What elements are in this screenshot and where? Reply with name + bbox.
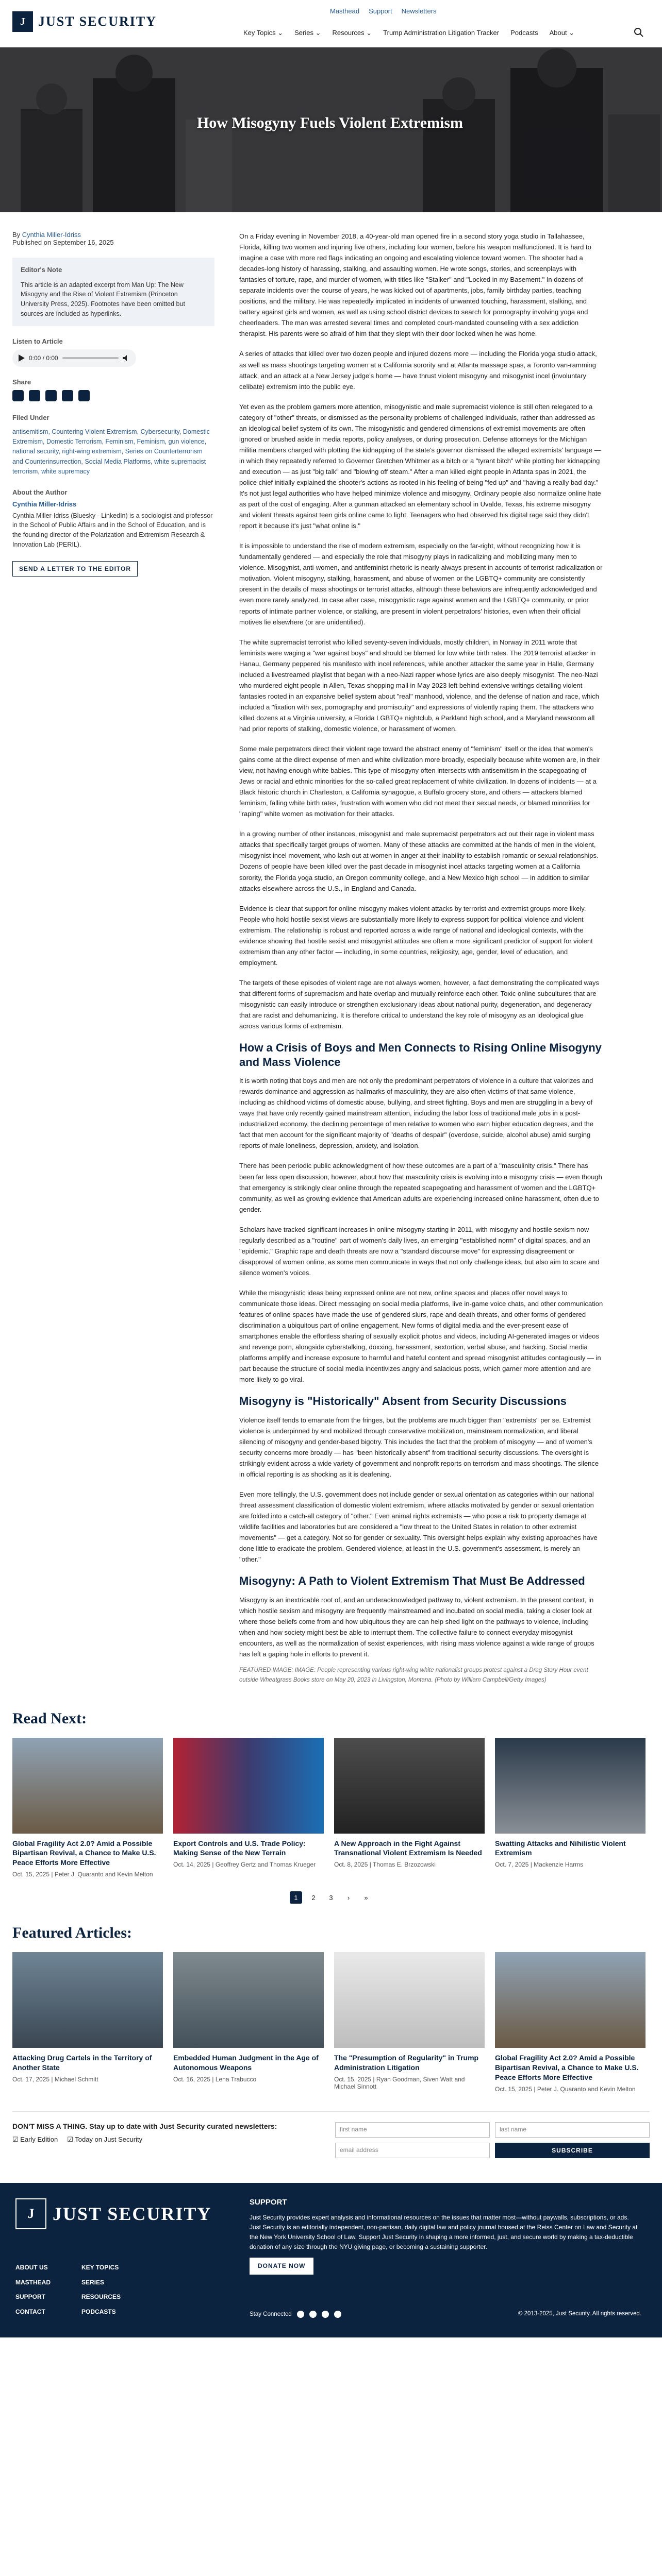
about-author-bio: Cynthia Miller-Idriss (Bluesky - LinkedIn) is a sociologist and professor in the School of Public Affairs and in the School of Education, and is the founding director of the Polarization and Extremism Research & Innovation Lab (PERIL). [12, 512, 213, 548]
share-heading: Share [12, 378, 31, 386]
site-header [0, 0, 662, 47]
image-caption: FEATURED IMAGE: IMAGE: People representing various right-wing white nationalist groups protest against a Drag Story Hour event outside Wheatgrass Books store on May 20, 2023 in Livingston, Montana. (Photo by William Campbell/Getty Images) [239, 1667, 588, 1683]
donate-button[interactable]: DONATE NOW [250, 2258, 313, 2275]
footer-logo-mark: J [15, 2198, 46, 2229]
featured-card[interactable] [495, 1952, 646, 2093]
share-email-icon[interactable] [62, 390, 73, 401]
audio-time: 0:00 / 0:00 [29, 354, 58, 362]
card-meta: Oct. 15, 2025 | Peter J. Quaranto and Kevin Melton [495, 2085, 636, 2093]
card-title[interactable]: A New Approach in the Fight Against Transnational Violent Extremism Is Needed [334, 1839, 482, 1857]
audio-player[interactable] [12, 349, 136, 367]
site-footer [0, 2183, 662, 2337]
footer-link-resources[interactable]: RESOURCES [81, 2293, 121, 2301]
early-edition-checkbox[interactable]: ☑ Early Edition [12, 2135, 58, 2143]
about-author-name[interactable]: Cynthia Miller-Idriss [12, 500, 77, 508]
featured-card[interactable] [173, 1952, 324, 2093]
footer-support [250, 2196, 641, 2275]
listen-section [12, 337, 214, 367]
article-paragraph: Evidence is clear that support for online misogyny makes violent attacks by terrorist and extremist groups more likely. People who hold hostile sexist views are substantially more likely to express support for political violence and violent extremism. The relationship is robust and reported across a wide range of national and ideological contexts, with the evidence showing that hostile sexist and misogynist attitudes are often a more significant predictor of support for violent extremism than any other factor — including, in some countries, religiosity, age, gender, level of education, and employment. [239, 904, 593, 967]
card-thumbnail[interactable] [334, 1952, 485, 2048]
card-meta: Oct. 14, 2025 | Geoffrey Gertz and Thomas Krueger [173, 1861, 316, 1869]
article-paragraph: A series of attacks that killed over two dozen people and injured dozens more — including the Florida yoga studio attack, as well as mass shootings targeting women at a California sorority and at Atlanta massage spas, a Toronto van-ramming attack, and an attack at a New Jersey judge's home — have thrust violent misogyny and misogynist incel (involuntary celibate) extremism into the public eye. [239, 350, 597, 391]
social-linkedin-icon[interactable] [322, 2311, 329, 2318]
read-next-title: Read Next: [12, 1709, 87, 1727]
card-thumbnail[interactable] [173, 1952, 324, 2048]
article-sidebar [0, 212, 227, 1694]
listen-heading: Listen to Article [12, 337, 63, 345]
filed-tags[interactable]: antisemitism, Countering Violent Extremism, Cybersecurity, Domestic Extremism, Domestic Terrorism, Feminism, Feminism, gun violence, national security, right-wing extremism, Series on Counterterrorism and Counterinsurrection, Social Media Platforms, white supremacist terrorism, white supremacy [12, 428, 210, 476]
nav-podcasts[interactable]: Podcasts [510, 29, 538, 37]
article-paragraph: Misogyny is an inextricable root of, and an underacknowledged pathway to, violent extremism. In the present context, in which hostile sexism and misogyny are frequently mainstreamed and incubated on social media, taking a closer look at where those beliefs come from and how ubiquitous they are can help shed light on the pathways to violence, including when and how society might best be able to interrupt them. The collective failure to connect everyday misogynist encounters, as well as the normalization of sexist experiences, with rising mass violence against a wide range of groups has left a gaping hole in efforts to prevent it. [239, 1596, 594, 1658]
article-title: How Misogyny Fuels Violent Extremism [196, 114, 464, 131]
article-layout [0, 212, 662, 1694]
top-link-support[interactable]: Support [369, 7, 392, 15]
about-author [12, 488, 214, 550]
nav-key-topics[interactable]: Key Topics ⌄ [243, 29, 284, 37]
card-thumbnail[interactable] [334, 1738, 485, 1834]
card-title[interactable]: Global Fragility Act 2.0? Amid a Possible Bipartisan Revival, a Chance to Make U.S. Peace Efforts More Effective [12, 1839, 156, 1867]
footer-logo[interactable] [15, 2198, 211, 2229]
top-link-newsletters[interactable]: Newsletters [401, 7, 437, 15]
author-link[interactable]: Cynthia Miller-Idriss [22, 231, 81, 239]
filed-heading: Filed Under [12, 413, 49, 421]
top-link-masthead[interactable]: Masthead [330, 7, 360, 15]
article-paragraph: The targets of these episodes of violent rage are not always women, however, a fact demonstrating the complicated ways that different forms of supremacism and hate overlap and mutually reinforce each other. Toxic online subcultures that are misogynistic can easily introduce or strengthen exclusionary ideas about national purity, degeneration, and degeneracy that are racist and dehumanizing. It is therefore critical to understand the key role of misogyny as an ideological glue across various forms of extremism. [239, 978, 600, 1030]
card-title[interactable]: Swatting Attacks and Nihilistic Violent Extremism [495, 1839, 626, 1857]
article-paragraph: Violence itself tends to emanate from the fringes, but the problems are much bigger than "extremists" per se. Extremist violence is underpinned by and mobilized through conservative mobilization, mainstream normalization, and liberal silencing of misogyny and gender-based bigotry. This includes the fact that the problem of misogyny — and of women's security concerns more broadly — has "been historically absent" from traditional security discussions. The oversight is strikingly evident across a wide variety of government and nonprofit reports on terrorism and mass shootings. The silence in official reporting is as shocking as it is deafening. [239, 1416, 599, 1479]
card-thumbnail[interactable] [12, 1952, 163, 2048]
article-paragraph: It is impossible to understand the rise of modern extremism, especially on the far-right, without recognizing how it is fundamentally gendered — and especially the role that misogyny plays in radicalizing and mobilizing many men to violence. Misogynist, anti-women, and antifeminist rhetoric is nearly always present in accounts of terrorist radicalization or motivation. Violent misogyny, stalking, harassment, and abuse of women or the LGBTQ+ community are consistently present in the details of mass shootings or terrorist attacks, although these behaviors are infrequently acknowledged and even more rarely analyzed. In case after case, misogynistic rage against women and the LGBTQ+ community, or prior reports of intimate partner violence, or stalking, are present in violent perpetrators' histories, even when their official motives lie elsewhere (or are unidentified). [239, 542, 603, 626]
card-thumbnail[interactable] [495, 1738, 646, 1834]
share-x-icon[interactable] [29, 390, 40, 401]
footer-logo-text: JUST SECURITY [53, 2203, 212, 2224]
section-heading: Misogyny: A Path to Violent Extremism That Must Be Addressed [239, 1574, 585, 1588]
card-title[interactable]: Embedded Human Judgment in the Age of Autonomous Weapons [173, 2054, 319, 2072]
card-meta: Oct. 15, 2025 | Peter J. Quaranto and Kevin Melton [12, 1871, 153, 1878]
article-paragraph: The white supremacist terrorist who killed seventy-seven individuals, mostly children, in Norway in 2011 wrote that feminists were waging a "war against boys" and should be blamed for low white birth rates. The 2019 terrorist attacker in Hanau, Germany peppered his manifesto with incel references, while another attacker the same year in Halle, Germany included a livestreamed playlist that began with a neo-Nazi rapper whose lyrics are also deeply misogynist. The neo-Nazi who murdered eight people in Allen, Texas shopping mall in May 2023 left behind extensive writings detailing violent fantasies rooted in an expansive belief system about "real" manhood, violence, and the defense of nation and race, which included a "fixation with sex, pornography and promiscuity" and expressions of violently raping them. The attackers who killed dozens at a Virginia university, a Florida LGBTQ+ nightclub, a Parkland high school, and a Maryland newsroom all had prior reports of stalking, domestic violence, or harassment of women. [239, 638, 599, 733]
footer-links [15, 2260, 121, 2319]
card-meta: Oct. 16, 2025 | Lena Trabucco [173, 2075, 257, 2083]
search-icon[interactable] [633, 27, 644, 38]
card-title[interactable]: Attacking Drug Cartels in the Territory of Another State [12, 2054, 152, 2072]
share-print-icon[interactable] [78, 390, 90, 401]
byline-prefix: By [12, 231, 21, 239]
social-bluesky-icon[interactable] [334, 2311, 341, 2318]
footer-link-contact[interactable]: CONTACT [15, 2308, 45, 2316]
publish-date: Published on September 16, 2025 [12, 239, 114, 246]
logo-mark: J [12, 11, 33, 32]
audio-progress[interactable] [62, 357, 119, 359]
card-thumbnail[interactable] [12, 1738, 163, 1834]
card-meta: Oct. 17, 2025 | Michael Schmitt [12, 2075, 98, 2083]
send-letter-button[interactable]: SEND A LETTER TO THE EDITOR [12, 561, 138, 577]
article-paragraph: While the misogynistic ideas being expressed online are not new, online spaces and places offer novel ways to communicate those ideas. Direct messaging on social media platforms, live in-game voice chats, and other communication features of online spaces have made the use of gendered slurs, rape and death threats, and other forms of gendered discrimination a ubiquitous part of online engagement. New forms of digital media and the ever-present ease of smartphones enable the effortless sharing of sexually explicit photos and videos, including AI-generated images or videos and revenge porn, alongside cyberstalking, doxxing, harassment, sextortion, verbal abuse, and hacking. Social media platforms amplify and increase exposure to harmful and hateful content and spread misogynist attitudes contagiously — in part because the structure of social media incentivizes angry and salacious posts, which garner more attention and are more likely to go viral. [239, 1289, 603, 1384]
editors-note-text: This article is an adapted excerpt from Man Up: The New Misogyny and the Rise of Violent Extremism (Princeton University Press, 2025). Footnotes have been omitted but sources are included as hyperlinks. [21, 281, 185, 317]
page-last[interactable]: » [364, 1893, 368, 1902]
stay-connected-label: Stay Connected [250, 2311, 292, 2317]
section-heading: How a Crisis of Boys and Men Connects to Rising Online Misogyny and Mass Violence [239, 1041, 602, 1069]
hero-image [0, 47, 662, 212]
section-heading: Misogyny is "Historically" Absent from Security Discussions [239, 1395, 567, 1408]
article-body [227, 212, 614, 1694]
featured-card[interactable] [334, 1952, 485, 2093]
nav-about[interactable]: About ⌄ [549, 29, 575, 37]
card-meta: Oct. 15, 2025 | Ryan Goodman, Siven Watt and Michael Sinnott [334, 2075, 465, 2090]
last-name-input[interactable]: last name [495, 2122, 650, 2138]
logo-text: JUST SECURITY [38, 14, 157, 29]
about-author-heading: About the Author [12, 488, 68, 496]
article-paragraph: Some male perpetrators direct their violent rage toward the abstract enemy of "feminism" itself or the idea that women's gains come at the direct expense of men and white civilization more broadly, especially because white women are, in their view, not having enough white babies. This type of misogyny often intersects with antisemitism in the scapegoating of Jews or racial and ethnic minorities for the so-called great replacement of white civilization. In dozens of incidents — at a Black historic church in Charleston, a California synagogue, a Buffalo grocery store, and others — attackers blamed feminism, falling white birth rates, frustration with women who did not meet their sexual needs, or blamed minorities for "raping" white women as motivation for their attacks. [239, 745, 600, 818]
page-3[interactable]: 3 [329, 1893, 333, 1902]
footer-link-masthead[interactable]: MASTHEAD [15, 2278, 51, 2286]
article-paragraph: It is worth noting that boys and men are not only the predominant perpetrators of violence in a culture that valorizes and rewards dominance and aggression as hallmarks of masculinity, they are also often victims of that same violence, including as childhood victims of domestic abuse, bullying, and street fighting. Boys and men are struggling in a bevy of ways that have only recently gained mainstream attention, including the labor loss of traditional male jobs in a post-industrialized economy, the declining percentage of men relative to women who earn higher education degrees, and the fact that men account for the significant majority of "deaths of despair" (overdose, suicide, alcohol abuse) amid surging reports of male loneliness, depression, anxiety, and isolation. [239, 1077, 594, 1150]
nav-litigation-tracker[interactable]: Trump Administration Litigation Tracker [383, 29, 500, 37]
footer-bottom [250, 2311, 641, 2318]
article-paragraph: In a growing number of other instances, misogynist and male supremacist perpetrators act out their rage in violent mass attacks that specifically target groups of women. Many of these attacks are committed at the hands of men in the violent, misogynist incel movement, who lash out at women in anger at their inability to establish romantic or sexual relationships. Dozens of people have been killed over the past decade in misogynist incel attacks targeting women at a California sorority, the Florida yoga studio, an Oregon community college, and a New Mexico high school — in addition to similar attacks elsewhere across the U.S., in England and Canada. [239, 830, 599, 892]
share-section [12, 378, 214, 401]
card-thumbnail[interactable] [495, 1952, 646, 2048]
footer-link-podcasts[interactable]: PODCASTS [81, 2308, 116, 2316]
early-edition-label: Early Edition [20, 2135, 58, 2143]
editors-note-heading: Editor's Note [21, 266, 62, 274]
share-facebook-icon[interactable] [12, 390, 24, 401]
footer-link-series[interactable]: SERIES [81, 2278, 105, 2286]
article-paragraph: On a Friday evening in November 2018, a 40-year-old man opened fire in a second story yoga studio in Tallahassee, Florida, killing two women and injuring five others, including four women, before his weapon malfunctioned. It is hard to imagine a case with more red flags indicating an ongoing and escalating violence toward women. The shooter had a decades-long history of harassing, stalking, and assaulting women. He wrote songs, stories, and screenplays with fantasies of torture, rape, and murder of women, with titles like "Stalker" and "Locked in my Basement." In dozens of separate incidents over the course of years, he was kicked out of apartments, jobs, family birthday parties, teaching positions, and the military. He was repeatedly implicated in incidents of unwanted touching, harassment, stalking, and battery against girls and women, as well as using school district devices to search for pornography involving yoga and cheerleaders. The man was arrested several times and completed court-mandated counseling with a sex addiction therapist. His parents were so afraid of him that they slept with their door locked when he was home. [239, 232, 591, 338]
article-paragraph: Scholars have tracked significant increases in online misogyny starting in 2011, with misogyny and hostile sexism now regularly described as a "routine" part of women's daily lives, an emerging "established norm" of digital spaces, and an "epidemic." Graphic rape and death threats are now a "standard discourse move" for expressing disagreement or disapproval of women online, as some men communicate in ways that not only challenge ideas, but also aim to scare and silence women's voices. [239, 1225, 600, 1277]
footer-link-support[interactable]: SUPPORT [15, 2293, 46, 2301]
footer-support-text: Just Security provides expert analysis and informational resources on the issues that matter most—without paywalls, subscriptions, or ads. Just Security is an editorially independent, non-partisan, daily digital law and policy journal housed at the Reiss Center on Law and Security at the New York University School of Law. Support Just Security in shaping a more informed, just, and secure world by making a tax-deductible donation of any size through the NYU giving page, or becoming a sustaining supporter. [250, 2213, 638, 2251]
subscribe-button[interactable]: SUBSCRIBE [495, 2143, 650, 2158]
footer-link-about[interactable]: ABOUT US [15, 2263, 48, 2271]
byline [12, 231, 214, 246]
play-icon[interactable] [19, 354, 25, 362]
card-title[interactable]: Export Controls and U.S. Trade Policy: Making Sense of the New Terrain [173, 1839, 306, 1857]
page-next[interactable]: › [347, 1893, 350, 1902]
featured-title: Featured Articles: [12, 1924, 132, 1942]
article-paragraph: Even more tellingly, the U.S. government does not include gender or sexual orientation as categories within our national threat assessment classification of domestic violent extremism, where attacks motivated by gender or sexual orientation are folded into a catch-all category of "other." Even animal rights extremists — who pose a risk to property damage at wildlife facilities and laboratories but are considered a "low threat to the United States in relation to other extremist movements" — get a category. Not so for gender or sexuality. This oversight helps explain why existing approaches have done little to eradicate the problem. Gendered violence, at least in the U.S. government's assessment, is merely an "other." [239, 1490, 598, 1564]
copyright: © 2013-2025, Just Security. All rights reserved. [518, 2310, 641, 2317]
social-facebook-icon[interactable] [309, 2311, 317, 2318]
today-label: Today on Just Security [75, 2135, 143, 2143]
social-x-icon[interactable] [297, 2311, 304, 2318]
article-paragraph: There has been periodic public acknowledgment of how these outcomes are a part of a "masculinity crisis." There has been far less open discussion, however, about how that masculinity crisis is evolving into a misogyny crisis — even though that emergency is strikingly clear online through the repeated scapegoating and harassment of women and the LGBTQ+ community, as well as growing evidence that American adults are experiencing increased online harassment, often due to gender. [239, 1162, 602, 1213]
page-1[interactable]: 1 [290, 1891, 302, 1904]
article-paragraph: Yet even as the problem garners more attention, misogynistic and male supremacist violence is still often relegated to a category of "other" threats, or dismissed as the personality problems of challenged individuals, rather than addressed as an ideological belief system of its own. The misogynistic and gendered dimensions of extremist movements are often ignored or brushed aside in media reports, policy analyses, or during prosecution. Defense attorneys for the Michigan militia members charged with plotting the kidnapping of the state's governor dismissed the alleged extremists' language — in which they repeatedly referred to Governor Gretchen Whitmer as a bitch or a "tyrant bitch" while plotting her kidnapping and execution — as just "big talk" and "blowing off steam." After a man killed eight people in Atlanta spas in 2021, the police chief initially explained the shooter's actions as rooted in his feeling of being "fed up" and "having a really bad day." It's not just legal authorities who have helped minimize violence and misogyny. Ordinary people also normalize online hate as part of the cost of engaging. After a gunman attacked an elementary school in Uvalde, Texas, his extreme misogyny and violent threats against teen girls online came to light. Teenagers who had observed his digital rage said they didn't report it because it's just "what online is." [239, 402, 601, 530]
email-input[interactable]: email address [335, 2143, 490, 2158]
pagination [12, 1891, 650, 1904]
card-meta: Oct. 7, 2025 | Mackenzie Harms [495, 1861, 584, 1869]
page-2[interactable]: 2 [311, 1893, 316, 1902]
volume-icon[interactable] [123, 354, 130, 362]
main-nav [243, 29, 574, 37]
read-next [0, 1694, 662, 1904]
featured-articles [0, 1909, 662, 2093]
read-next-card[interactable] [334, 1738, 485, 1878]
footer-link-key-topics[interactable]: KEY TOPICS [81, 2263, 119, 2271]
read-next-card[interactable] [12, 1738, 163, 1878]
newsletter-signup [12, 2111, 650, 2168]
footer-support-heading: SUPPORT [250, 2197, 287, 2207]
share-linkedin-icon[interactable] [45, 390, 57, 401]
card-title[interactable]: The "Presumption of Regularity" in Trump Administration Litigation [334, 2054, 479, 2072]
first-name-input[interactable]: first name [335, 2122, 490, 2138]
read-next-card[interactable] [495, 1738, 646, 1878]
read-next-card[interactable] [173, 1738, 324, 1878]
featured-card[interactable] [12, 1952, 163, 2093]
site-logo[interactable] [12, 11, 157, 32]
today-checkbox[interactable]: ☑ Today on Just Security [67, 2135, 143, 2143]
filed-under [12, 413, 214, 477]
card-title[interactable]: Global Fragility Act 2.0? Amid a Possible Bipartisan Revival, a Chance to Make U.S. Peace Efforts More Effective [495, 2054, 639, 2081]
card-meta: Oct. 8, 2025 | Thomas E. Brzozowski [334, 1861, 436, 1869]
newsletter-heading: DON'T MISS A THING. Stay up to date with Just Security curated newsletters: [12, 2122, 277, 2130]
nav-series[interactable]: Series ⌄ [294, 29, 321, 37]
top-links [330, 7, 437, 15]
nav-resources[interactable]: Resources ⌄ [332, 29, 372, 37]
editors-note [12, 258, 214, 326]
card-thumbnail[interactable] [173, 1738, 324, 1834]
